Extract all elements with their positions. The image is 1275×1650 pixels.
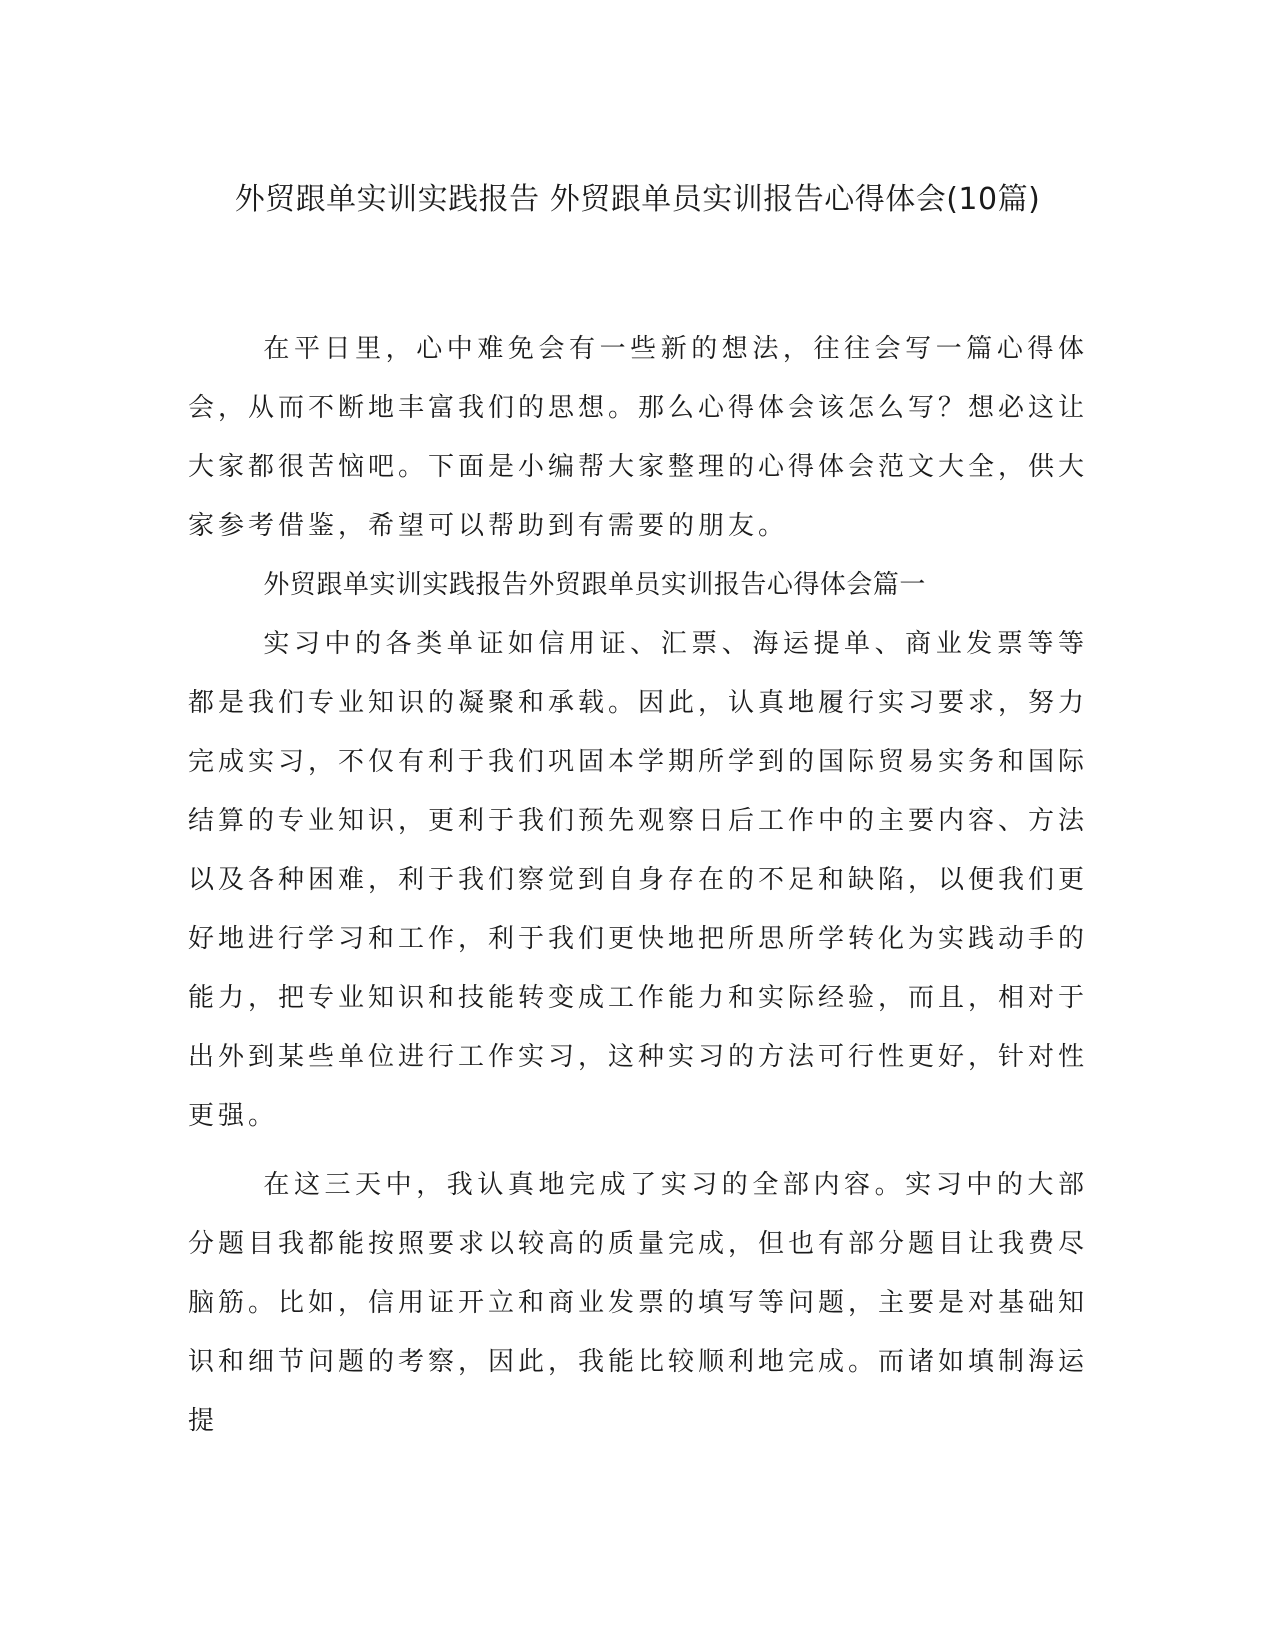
intro-paragraph: 在平日里，心中难免会有一些新的想法，往往会写一篇心得体会，从而不断地丰富我们的思想。那么心得体会该怎么写？想必这让大家都很苦恼吧。下面是小编帮大家整理的心得体会范文大全，供大家参考借鉴，希望可以帮助到有需要的朋友。	[188, 334, 1089, 541]
body-paragraph: 在这三天中，我认真地完成了实习的全部内容。实习中的大部分题目我都能按照要求以较高的质量完成，但也有部分题目让我费尽脑筋。比如，信用证开立和商业发票的填写等问题，主要是对基础知识和细节问题的考察，因此，我能比较顺利地完成。而诸如填制海运提	[188, 1170, 1089, 1436]
document-body	[188, 320, 1088, 1451]
section-heading: 外贸跟单实训实践报告外贸跟单员实训报告心得体会篇一	[263, 570, 926, 600]
document-title: 外贸跟单实训实践报告 外贸跟单员实训报告心得体会(10篇)	[234, 182, 1041, 217]
body-paragraph: 实习中的各类单证如信用证、汇票、海运提单、商业发票等等都是我们专业知识的凝聚和承载。因此，认真地履行实习要求，努力完成实习，不仅有利于我们巩固本学期所学到的国际贸易实务和国际结算的专业知识，更利于我们预先观察日后工作中的主要内容、方法以及各种困难，利于我们察觉到自身存在的不足和缺陷，以便我们更好地进行学习和工作，利于我们更快地把所思所学转化为实践动手的能力，把专业知识和技能转变成工作能力和实际经验，而且，相对于出外到某些单位进行工作实习，这种实习的方法可行性更好，针对性更强。	[188, 629, 1089, 1131]
